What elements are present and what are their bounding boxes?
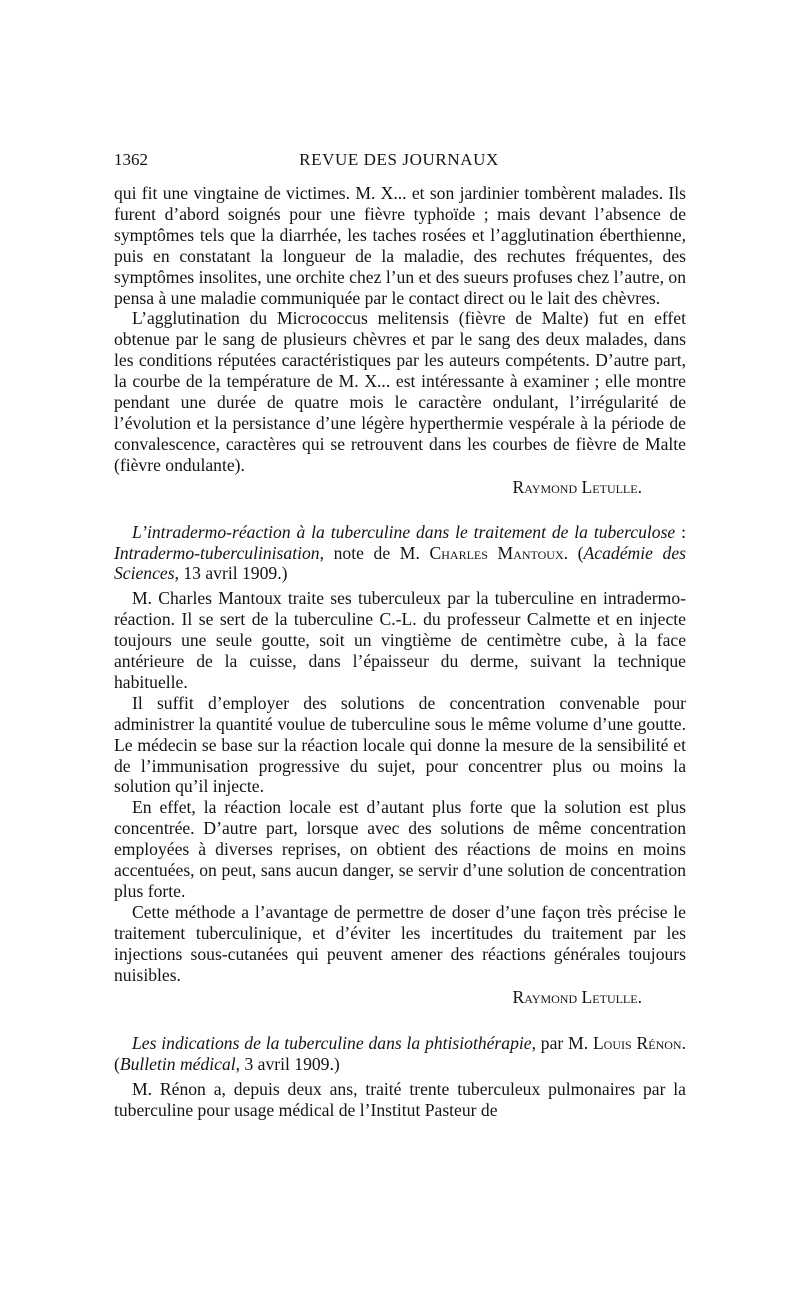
article2-journal: Académie des Sciences <box>114 542 687 584</box>
article2-date: , 13 avril 1909.) <box>174 563 288 584</box>
running-title: REVUE DES JOURNAUX <box>299 150 499 169</box>
article2-title-sep: : <box>675 521 686 542</box>
article1-paragraph-2: L’agglutination du Micrococcus melitensis (fièvre de Malte) fut en effet obtenue par le sang de plusieurs chèvres et par le sang des deux malades, dans les conditions réputées caractéristiques par les auteurs compétents. D’autre part, la courbe de la température de M. X... est intéressante à examiner ; elle montre pendant une durée de quatre mois le caractère ondulant, l’irrégularité de l’évolution et la persistance d’une légère hyperthermie vespérale à la période de convalescence, caractères qui se retrouvent dans les courbes de fièvre de Malte (fièvre ondulante). <box>114 308 686 475</box>
article2-author: Charles Mantoux <box>429 542 564 563</box>
article1-signature: Raymond Letulle. <box>512 476 642 497</box>
article2-note-prefix: , note de M. <box>319 542 430 563</box>
article2-title: L’intradermo-réaction à la tuberculine dans le traitement de la tuberculose <box>132 521 676 542</box>
article3-paragraph-1: M. Rénon a, depuis deux ans, traité trente tuberculeux pulmonaires par la tuberculine pour usage médical de l’Institut Pasteur de <box>114 1079 686 1121</box>
article2-note-suffix: . ( <box>563 542 584 563</box>
article2-heading <box>114 522 686 585</box>
article3-title: Les indications de la tuberculine dans la phtisiothérapie <box>132 1033 532 1054</box>
article2-paragraph-3: En effet, la réaction locale est d’autant plus forte que la solution est plus concentrée. D’autre part, lorsque avec des solutions de même concentration employées à diverses reprises, on obtient des réactions de moins en moins accentuées, on peut, sans aucun danger, se servir d’une solution de concentration plus forte. <box>114 797 686 901</box>
page-body <box>114 183 686 1121</box>
article2-paragraph-1: M. Charles Mantoux traite ses tuberculeux par la tuberculine en intradermo-réaction. Il se sert de la tuberculine C.-L. du professeur Calmette et en injecte toujours une seule goutte, soit un vingtième de centimètre cube, à la face antérieure de la cuisse, dans l’épaisseur du derme, suivant la technique habituelle. <box>114 588 686 692</box>
article3-paren-open: . ( <box>114 1033 686 1075</box>
page-number: 1362 <box>114 150 148 169</box>
article1-paragraph-1: qui fit une vingtaine de victimes. M. X... et son jardinier tombèrent malades. Ils furent d’abord soignés pour une fièvre typhoïde ; mais devant l’absence de symptômes tels que la diarrhée, les taches rosées et l’agglutination éberthienne, puis en constatant la longueur de la maladie, des rechutes fréquentes, des symptômes insolites, une orchite chez l’un et des sueurs profuses chez l’autre, on pensa à une maladie communiquée par le contact direct ou le lait des chèvres. <box>114 183 686 308</box>
article2-paragraph-4: Cette méthode a l’avantage de permettre de doser d’une façon très précise le traitement tuberculinique, et d’éviter les incertitudes du traitement par les injections sous-cutanées qui peuvent amener des réactions générales toujours nuisibles. <box>114 901 686 985</box>
article3-by: , par M. <box>531 1033 593 1054</box>
article3-date: , 3 avril 1909.) <box>235 1054 340 1075</box>
article3-journal: Bulletin médical <box>119 1054 236 1075</box>
article2-subtitle: Intradermo-tuberculinisation <box>114 542 320 563</box>
article3-heading <box>114 1033 686 1075</box>
article2-signature: Raymond Letulle. <box>512 986 642 1007</box>
page-header <box>114 150 684 172</box>
article3-author: Louis Rénon <box>592 1033 682 1054</box>
article2-paragraph-2: Il suffit d’employer des solutions de concentration convenable pour administrer la quantité voulue de tuberculine sous le même volume d’une goutte. Le médecin se base sur la réaction locale qui donne la mesure de la sensibilité et de l’immunisation progressive du sujet, pour concentrer plus ou moins la solution qu’il injecte. <box>114 692 686 797</box>
section-spacer <box>114 498 686 522</box>
section-spacer <box>114 1007 686 1033</box>
